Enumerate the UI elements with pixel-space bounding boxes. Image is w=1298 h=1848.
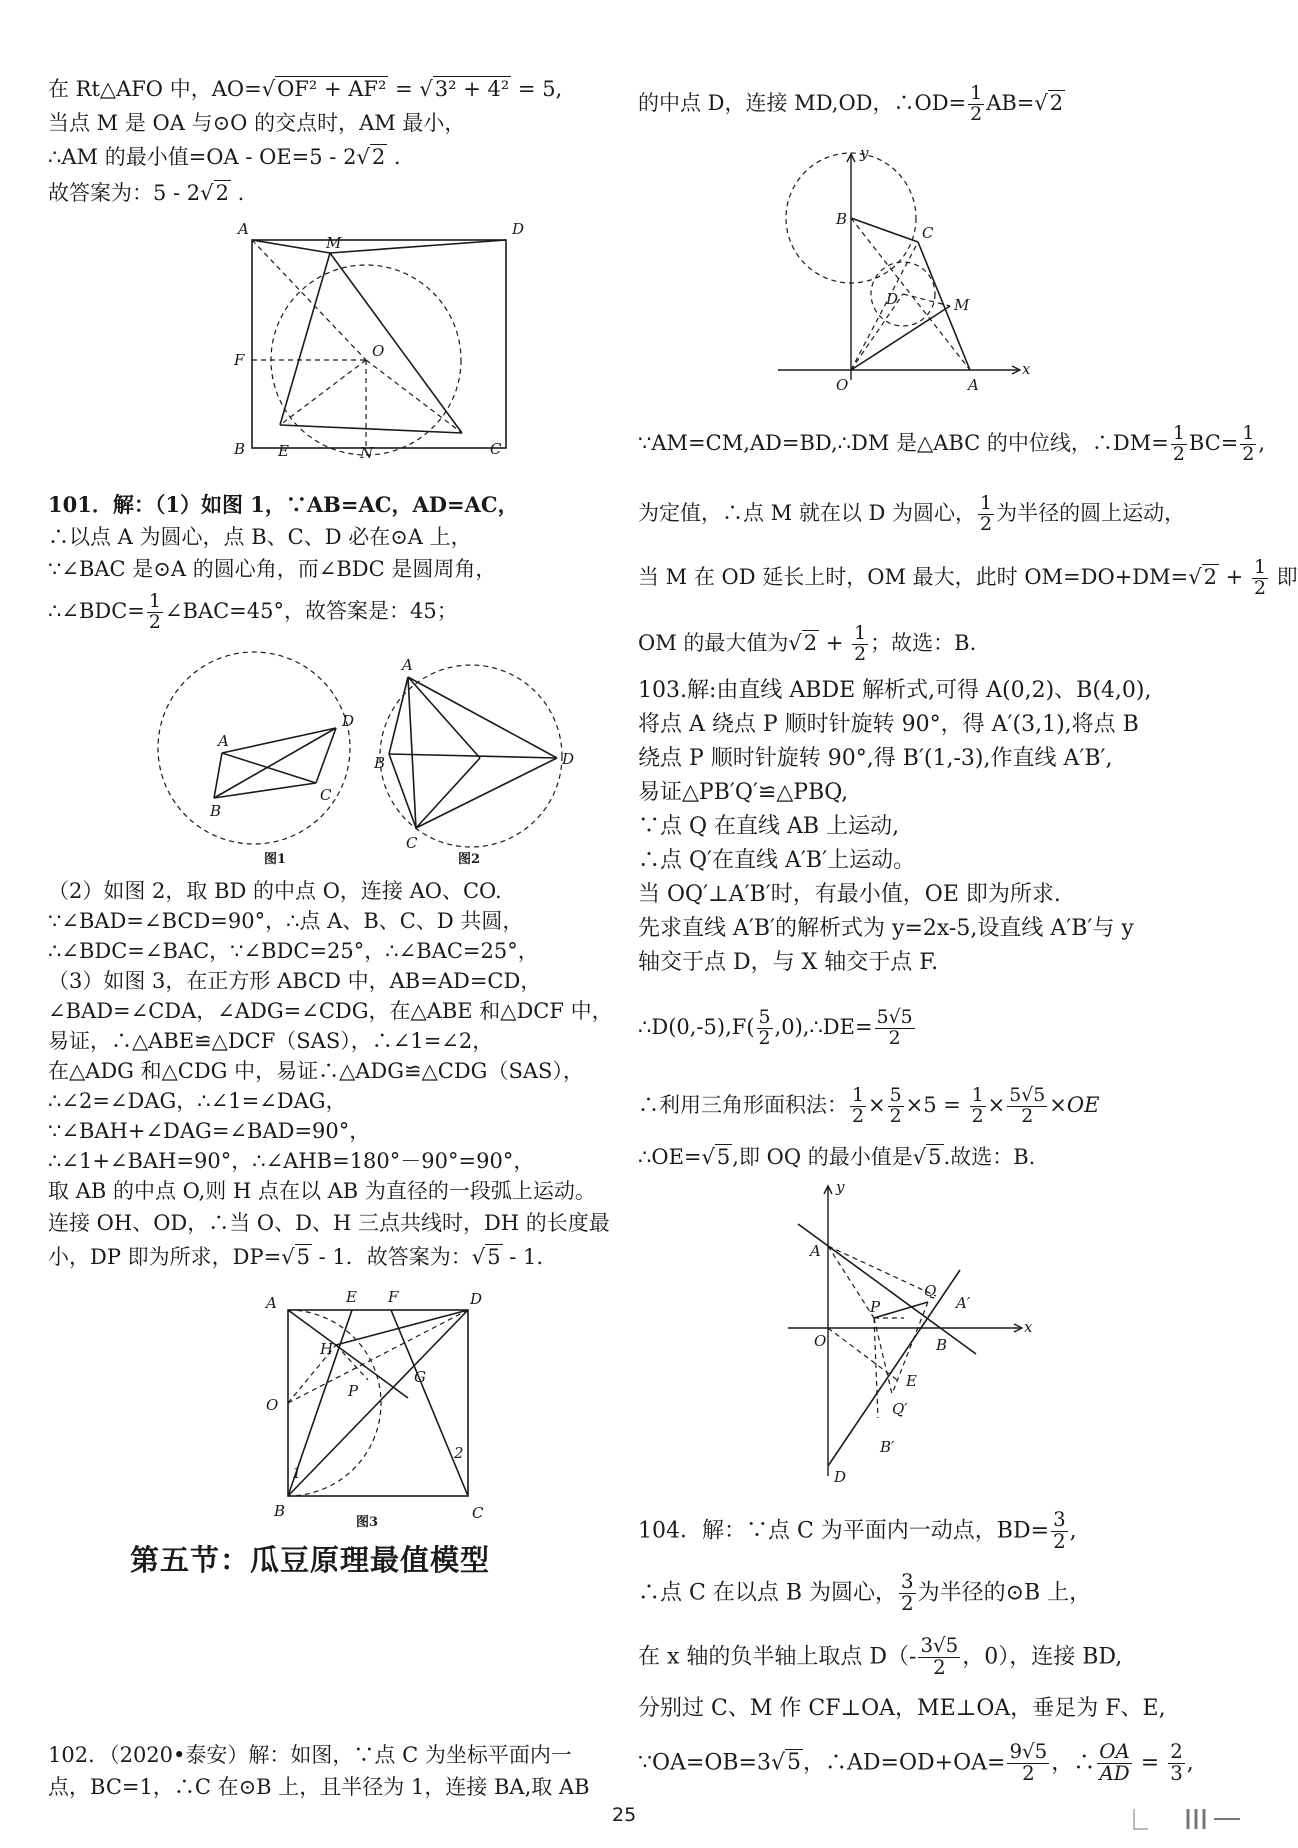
label-E: E	[906, 1372, 917, 1390]
figure-103	[788, 1178, 1033, 1486]
text-line: 轴交于点 D，与 X 轴交于点 F.	[638, 950, 939, 975]
label-O: O	[266, 1396, 279, 1414]
figure-square-circle	[220, 218, 525, 462]
text-line: 点，BC=1，∴C 在⊙B 上，且半径为 1，连接 BA,取 AB	[48, 1775, 590, 1799]
label-A: A	[266, 1294, 277, 1312]
label-B: B	[234, 440, 246, 458]
label-B-prime: B′	[880, 1438, 895, 1456]
label-A: A	[218, 732, 229, 750]
figure-102	[768, 144, 1031, 394]
text-line: ∴∠2=∠DAG，∴∠1=∠DAG，	[48, 1089, 347, 1113]
fraction: $\frac{5}{2}$	[889, 1084, 902, 1127]
label-A: A	[238, 220, 249, 238]
text-line: ∵AM=CM,AD=BD,∴DM 是△ABC 的中位线，∴DM= $\frac{1}{2}$ BC= $\frac{1}{2}$ ,	[638, 422, 1266, 465]
label-C: C	[320, 786, 332, 804]
problem-101-line: 101．解：（1）如图 1，∵AB=AC，AD=AC，	[48, 492, 519, 517]
text-line: ∴以点 A 为圆心，点 B、C、D 必在⊙A 上，	[48, 525, 472, 549]
text-line: ∴点 C 在以点 B 为圆心， $\frac{3}{2}$ 为半径的⊙B 上，	[638, 1570, 1092, 1615]
text-line: 当 OQ′⊥A′B′时，有最小值，OE 即为所求.	[638, 882, 1061, 907]
text-line: （3）如图 3，在正方形 ABCD 中，AB=AD=CD，	[48, 969, 542, 993]
text-line: ∵∠BAH+∠DAG=∠BAD=90°，	[48, 1119, 371, 1143]
label-D: D	[512, 220, 525, 238]
label-F: F	[234, 351, 245, 369]
figure-1-caption: 图1	[264, 852, 287, 867]
problem-102-line: 102．（2020•泰安）解：如图，∵点 C 为坐标平面内一	[48, 1743, 572, 1767]
label-x: x	[1022, 360, 1031, 378]
text-line: ∴点 Q′在直线 A′B′上运动。	[638, 848, 916, 873]
text-line: 在 Rt△AFO 中，AO=√OF² + AF² = √3² + 4² = 5,	[48, 77, 563, 101]
angle-label-2: 2	[454, 1444, 464, 1462]
fraction: $\frac{5}{2}$	[758, 1006, 771, 1049]
text-line: ∵∠BAC 是⊙A 的圆心角，而∠BDC 是圆周角，	[48, 557, 497, 581]
figure-3	[248, 1280, 548, 1530]
label-x: x	[1024, 1318, 1033, 1336]
page-number: 25	[612, 1804, 637, 1826]
fraction: $\frac{1}{2}$	[1172, 422, 1185, 465]
text-line: （2）如图 2，取 BD 的中点 O，连接 AO、CO.	[48, 879, 502, 903]
text-line: 取 AB 的中点 O,则 H 点在以 AB 为直径的一段弧上运动。	[48, 1179, 596, 1203]
label-D: D	[834, 1468, 847, 1486]
label-B: B	[374, 754, 386, 772]
label-O: O	[372, 342, 385, 360]
label-A: A	[968, 376, 979, 394]
label-C: C	[472, 1504, 484, 1522]
label-F: F	[388, 1288, 399, 1306]
fraction: $\frac{1}{2}$	[148, 590, 161, 633]
text-line: 将点 A 绕点 P 顺时针旋转 90°，得 A′(3,1),将点 B	[638, 712, 1139, 737]
label-C: C	[490, 440, 502, 458]
label-B: B	[836, 210, 848, 228]
text-line: ∵∠BAD=∠BCD=90°，∴点 A、B、C、D 共圆，	[48, 909, 524, 933]
label-E: E	[346, 1288, 357, 1306]
text-line: OM 的最大值为√2 + $\frac{1}{2}$ ；故选：B.	[638, 622, 977, 665]
label-D: D	[342, 712, 355, 730]
fraction: $\frac{1}{2}$	[854, 622, 867, 665]
text-line: ∴OE=√5,即 OQ 的最小值是√5.故选：B.	[638, 1145, 1036, 1169]
text-line: 当点 M 是 OA 与⊙O 的交点时，AM 最小，	[48, 111, 466, 135]
problem-103-line: 103.解:由直线 ABDE 解析式,可得 A(0,2)、B(4,0),	[638, 678, 1152, 703]
text-line: ∴∠1+∠BAH=90°，∴∠AHB=180°－90°=90°，	[48, 1149, 535, 1173]
fraction: $\frac{9√5}{2}$	[1009, 1740, 1048, 1785]
text-line: 易证△PB′Q′≌△PBQ,	[638, 780, 849, 805]
text-line: ∵OA=OB=3√5，∴AD=OD+OA= $\frac{9√5}{2}$ ，∴ $\frac{OA}{AD}$ = $\frac{2}{3}$ ,	[638, 1740, 1194, 1785]
text-line: ∴利用三角形面积法： $\frac{1}{2}$ × $\frac{5}{2}$ ×5 = $\frac{1}{2}$ × $\frac{5√5}{2}$ ×OE	[638, 1084, 1100, 1127]
text-line: 小，DP 即为所求，DP=√5 - 1．故答案为：√5 - 1.	[48, 1245, 544, 1269]
label-H: H	[320, 1340, 334, 1358]
scroll-indicator-icon	[1130, 1805, 1250, 1833]
figure-2-caption: 图2	[458, 852, 481, 867]
text-line: 连接 OH、OD，∴当 O、D、H 三点共线时，DH 的长度最	[48, 1211, 610, 1235]
figure-2	[370, 650, 590, 870]
label-C: C	[922, 224, 934, 242]
text-line: 在 x 轴的负半轴上取点 D（- $\frac{3√5}{2}$ ，0），连接 BD,	[638, 1634, 1123, 1679]
text-line: 为定值，∴点 M 就在以 D 为圆心， $\frac{1}{2}$ 为半径的圆上运动，	[638, 492, 1186, 535]
label-A-prime: A′	[956, 1294, 971, 1312]
fraction: $\frac{5√5}{2}$	[1009, 1084, 1046, 1127]
label-Q: Q	[924, 1282, 937, 1300]
angle-label-1: 1	[292, 1464, 302, 1482]
label-B: B	[210, 802, 222, 820]
text-line: 分别过 C、M 作 CF⊥OA，ME⊥OA，垂足为 F、E,	[638, 1696, 1166, 1721]
label-B: B	[936, 1336, 948, 1354]
label-O: O	[814, 1332, 827, 1350]
label-P: P	[870, 1298, 881, 1316]
text-line: ∴∠BDC=∠BAC，∵∠BDC=25°，∴∠BAC=25°，	[48, 939, 539, 963]
label-A: A	[402, 656, 413, 674]
label-C: C	[406, 834, 418, 852]
fraction: $\frac{1}{2}$	[1242, 422, 1255, 465]
label-M: M	[954, 296, 970, 314]
fraction: $\frac{OA}{AD}$	[1099, 1740, 1130, 1785]
text-line: 绕点 P 顺时针旋转 90°,得 B′(1,-3),作直线 A′B′,	[638, 746, 1113, 771]
text-line: 故答案为：5 - 2√2 .	[48, 181, 245, 205]
text-line: ∴AM 的最小值=OA - OE=5 - 2√2 .	[48, 145, 401, 169]
label-y: y	[860, 144, 869, 162]
label-D: D	[562, 750, 575, 768]
fraction: $\frac{5√5}{2}$	[876, 1006, 913, 1049]
label-O: O	[836, 376, 849, 394]
label-E: E	[278, 442, 289, 460]
fraction: $\frac{1}{2}$	[852, 1084, 865, 1127]
fraction: $\frac{3√5}{2}$	[920, 1634, 959, 1679]
text-line: 的中点 D，连接 MD,OD，∴OD= $\frac{1}{2}$ AB=√2	[638, 82, 1064, 125]
label-Q-prime: Q′	[892, 1400, 908, 1418]
text-line: 当 M 在 OD 延长上时，OM 最大，此时 OM=DO+DM=√2 + $\frac{1}{2}$ 即	[638, 556, 1298, 599]
text-line: ∠BAD=∠CDA，∠ADG=∠CDG，在△ABE 和△DCF 中，	[48, 999, 613, 1023]
text-line: ∴D(0,-5),F( $\frac{5}{2}$ ,0),∴DE= $\frac{5√5}{2}$	[638, 1006, 913, 1049]
figure-3-caption: 图3	[356, 1515, 379, 1530]
label-D: D	[470, 1290, 483, 1308]
text-line: 先求直线 A′B′的解析式为 y=2x-5,设直线 A′B′与 y	[638, 916, 1134, 941]
fraction: $\frac{3}{2}$	[900, 1570, 914, 1615]
text-line: 易证，∴△ABE≌△DCF（SAS），∴∠1=∠2，	[48, 1029, 494, 1053]
text-line: ∴∠BDC= $\frac{1}{2}$ ∠BAC=45°，故答案是：45；	[48, 590, 458, 633]
label-G: G	[414, 1368, 426, 1386]
problem-104-line: 104．解：∵点 C 为平面内一动点，BD= $\frac{3}{2}$ ,	[638, 1508, 1077, 1553]
label-B: B	[274, 1502, 286, 1520]
fraction: $\frac{1}{2}$	[971, 1084, 984, 1127]
text-line: ∵点 Q 在直线 AB 上运动,	[638, 814, 900, 839]
fraction: $\frac{1}{2}$	[980, 492, 993, 535]
label-A: A	[810, 1242, 821, 1260]
fraction: $\frac{1}{2}$	[1253, 556, 1266, 599]
fraction: $\frac{3}{2}$	[1053, 1508, 1066, 1553]
label-P: P	[348, 1382, 359, 1400]
label-y: y	[836, 1178, 845, 1196]
label-N: N	[360, 444, 374, 462]
section-title: 第五节：瓜豆原理最值模型	[130, 1543, 491, 1577]
label-D: D	[886, 290, 899, 308]
text-line: 在△ADG 和△CDG 中，易证∴△ADG≌△CDG（SAS），	[48, 1059, 584, 1083]
figure-1	[136, 650, 376, 870]
fraction: $\frac{1}{2}$	[970, 82, 983, 125]
fraction: $\frac{2}{3}$	[1170, 1740, 1183, 1785]
label-M: M	[326, 234, 342, 252]
